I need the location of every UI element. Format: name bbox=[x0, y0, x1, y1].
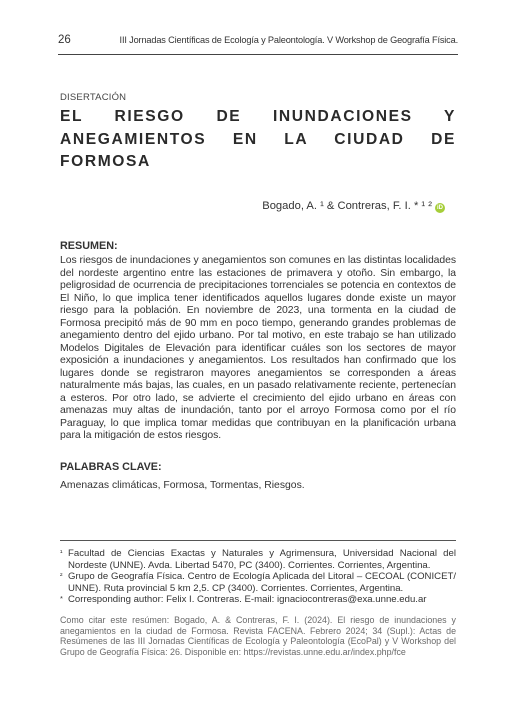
footnotes bbox=[60, 548, 456, 606]
page-number: 26 bbox=[58, 34, 71, 46]
keywords-heading: PALABRAS CLAVE: bbox=[60, 461, 162, 473]
header-divider bbox=[58, 54, 458, 55]
footnote-mark: ² bbox=[60, 571, 63, 580]
footnote-corresponding-author bbox=[60, 594, 456, 606]
footnote-affiliation-2 bbox=[60, 571, 456, 594]
authors-line bbox=[262, 200, 445, 213]
footnote-text: Corresponding author: Felix I. Contreras. E-mail: ignaciocontreras@exa.unne.edu.ar bbox=[68, 594, 427, 605]
orcid-icon[interactable]: iD bbox=[437, 205, 443, 211]
footnote-mark: * bbox=[60, 594, 63, 603]
abstract-text: Los riesgos de inundaciones y anegamientos son comunes en las distintas localidades del nordeste argentino entre las estaciones de primavera y otoño. Sin embargo, la peligrosidad de ocurrencia de precipitaciones torrenciales se potencia en contextos de El Niño, lo que implica tener identificados aquellos lugares donde existe un mayor riesgo para la población. En noviembre de 2023, una tormenta en la ciudad de Formosa precipitó más de 90 mm en poco tiempo, generando grandes problemas de anegamiento dentro del ejido urbano. Por tal motivo, en este trabajo se han utilizado Modelos Digitales de Elevación para identificar cuáles son los sectores de mayor exposición a inundaciones y anegamientos. Los resultados han confirmado que los lugares donde se registraron mayores anegamientos se corresponden a áreas naturalmente más bajas, las cuales, en un pasado relativamente reciente, pertenecían a esteros. Por otro lado, se advierte el crecimiento del ejido urbano en áreas con amenazas muy altas de inundación, tanto por el arroyo Formosa como por el río Paraguay, lo que implica tomar medidas que contribuyan en la planificación urbana para la mitigación de estos riesgos. bbox=[60, 255, 456, 441]
footnote-text: Facultad de Ciencias Exactas y Naturales y Agrimensura, Universidad Nacional del Nordeste (UNNE). Avda. Libertad 5470, PC (3400). Corrientes. Corrientes, Argentina. bbox=[68, 548, 456, 571]
section-label: DISERTACIÓN bbox=[60, 92, 127, 103]
abstract-heading: RESUMEN: bbox=[60, 240, 118, 252]
keywords-text: Amenazas climáticas, Formosa, Tormentas, Riesgos. bbox=[60, 480, 305, 491]
citation-note: Como citar este resúmen: Bogado, A. & Contreras, F. I. (2024). El riesgo de inundaciones y anegamientos en la ciudad de Formosa. Revista FACENA. Febrero 2024; 34 (Supl.): Actas de Resúmenes de las III Jornadas Científicas de Ecología y Paleontología (EcoPal) y V Workshop del Grupo de Geografía Física: 26. Disponible en: https://revistas.unne.edu.ar/index.php/fce bbox=[60, 615, 456, 657]
authors: Bogado, A. ¹ & Contreras, F. I. * ¹ ² bbox=[262, 200, 432, 212]
footnote-text: Grupo de Geografía Física. Centro de Ecología Aplicada del Litoral – CECOAL (CONICET/ UNNE). Ruta provincial 5 km 2,5. CP (3400). Corrientes. Corrientes, Argentina. bbox=[68, 571, 456, 594]
page-header bbox=[58, 34, 458, 50]
footnote-divider bbox=[60, 540, 456, 541]
footnote-mark: ¹ bbox=[60, 548, 63, 557]
running-header-journal: III Jornadas Científicas de Ecología y Paleontología. V Workshop de Geografía Física. bbox=[119, 35, 458, 45]
article-title: EL RIESGO DE INUNDACIONES Y ANEGAMIENTOS EN LA CIUDAD DE FORMOSA bbox=[60, 108, 456, 170]
footnote-affiliation-1 bbox=[60, 548, 456, 571]
